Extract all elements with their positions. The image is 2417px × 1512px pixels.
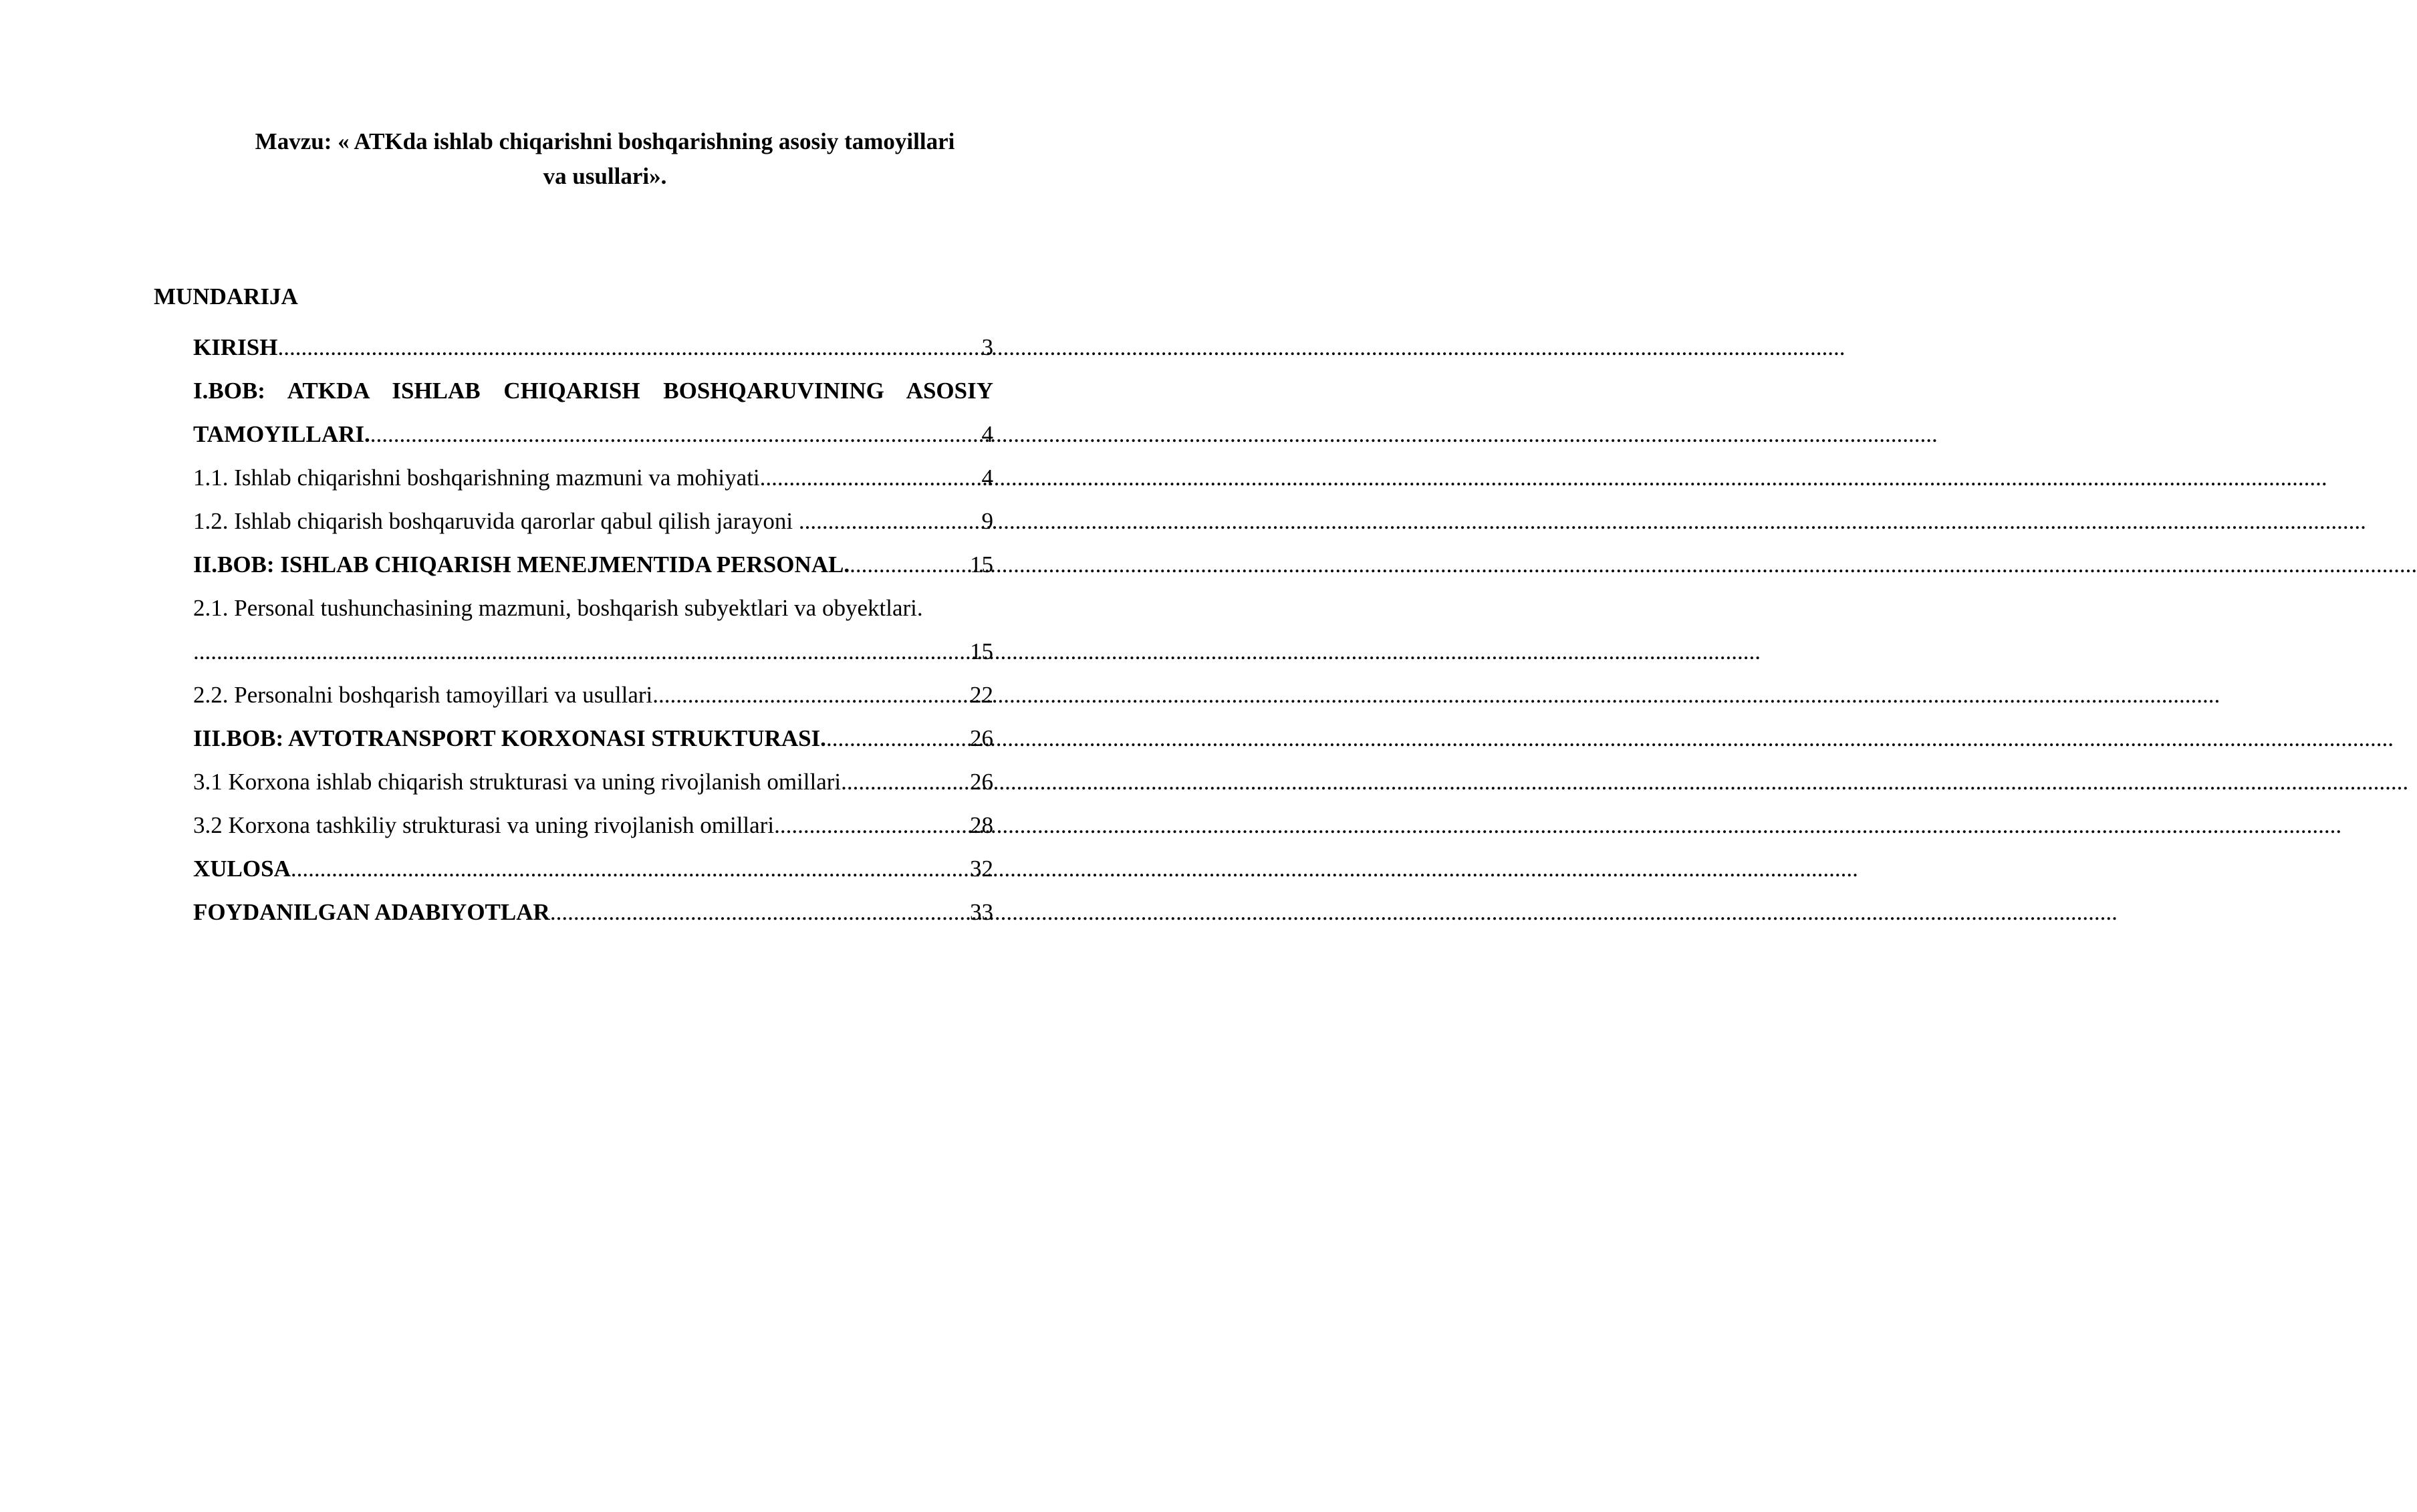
table-of-contents xyxy=(193,326,993,934)
toc-entry-text: FOYDANILGAN ADABIYOTLAR xyxy=(193,899,550,925)
toc-entry-page: 4 xyxy=(981,465,993,491)
toc-entry-chapter-3 xyxy=(193,717,993,760)
toc-entry-text: KIRISH xyxy=(193,334,278,360)
toc-entry-2-1-line-2 xyxy=(193,630,993,673)
title-line-1: Mavzu: « ATKda ishlab chiqarishni boshqarishning asosiy tamoyillari xyxy=(255,128,955,154)
toc-leader-dots xyxy=(550,890,970,934)
document-title xyxy=(214,124,996,194)
toc-entry-text: 1.2. Ishlab chiqarish boshqaruvida qarorlar qabul qilish jarayoni xyxy=(193,508,799,534)
document-page xyxy=(0,0,1069,1512)
toc-entry-text: 2.2. Personalni boshqarish tamoyillari va usullari xyxy=(193,682,653,708)
toc-entry-page: 32 xyxy=(970,856,993,882)
toc-entry-chapter-1-line-2 xyxy=(193,412,993,456)
toc-leader-dots xyxy=(850,543,970,586)
toc-entry-1-2 xyxy=(193,499,993,543)
toc-entry-2-2 xyxy=(193,673,993,717)
toc-leader-dots xyxy=(826,717,970,760)
toc-entry-chapter-2 xyxy=(193,543,993,586)
toc-leader-dots xyxy=(370,412,982,456)
toc-entry-text: XULOSA xyxy=(193,856,291,882)
toc-heading: MUNDARIJA xyxy=(154,283,298,309)
toc-entry-2-1-line-1 xyxy=(193,586,993,630)
toc-entry-page: 28 xyxy=(970,812,993,838)
toc-entry-text: II.BOB: ISHLAB CHIQARISH MENEJMENTIDA PERSONAL. xyxy=(193,551,850,578)
toc-entry-page: 4 xyxy=(981,421,993,447)
toc-entry-page: 26 xyxy=(970,769,993,795)
toc-entry-3-1 xyxy=(193,760,993,803)
toc-entry-text: 3.2 Korxona tashkiliy strukturasi va uning rivojlanish omillari xyxy=(193,812,775,838)
toc-entry-text: I.BOB: ATKDA ISHLAB CHIQARISH BOSHQARUVINING ASOSIY xyxy=(193,378,993,404)
toc-leader-dots xyxy=(193,630,970,673)
toc-entry-text: 2.1. Personal tushunchasining mazmuni, boshqarish subyektlari va obyektlari. xyxy=(193,595,923,621)
toc-entry-references xyxy=(193,890,993,934)
toc-entry-text: 3.1 Korxona ishlab chiqarish strukturasi va uning rivojlanish omillari xyxy=(193,769,842,795)
toc-leader-dots xyxy=(652,673,970,717)
title-line-2: va usullari». xyxy=(543,163,667,189)
toc-leader-dots xyxy=(291,847,970,890)
toc-entry-xulosa xyxy=(193,847,993,890)
toc-leader-dots xyxy=(799,499,982,543)
toc-entry-page: 9 xyxy=(981,508,993,534)
toc-leader-dots xyxy=(760,456,982,499)
toc-entry-text: 1.1. Ishlab chiqarishni boshqarishning mazmuni va mohiyati xyxy=(193,465,760,491)
toc-leader-dots xyxy=(841,760,970,803)
toc-leader-dots xyxy=(774,803,970,847)
toc-entry-text: III.BOB: AVTOTRANSPORT KORXONASI STRUKTURASI. xyxy=(193,725,826,751)
toc-entry-page: 15 xyxy=(970,638,993,664)
toc-entry-page: 15 xyxy=(970,551,993,578)
toc-entry-3-2 xyxy=(193,803,993,847)
toc-entry-page: 3 xyxy=(981,334,993,360)
toc-entry-kirish xyxy=(193,326,993,369)
toc-entry-text: TAMOYILLARI. xyxy=(193,421,370,447)
toc-entry-1-1 xyxy=(193,456,993,499)
toc-entry-page: 26 xyxy=(970,725,993,751)
toc-entry-page: 22 xyxy=(970,682,993,708)
toc-leader-dots xyxy=(277,326,981,369)
toc-entry-chapter-1-line-1 xyxy=(193,369,993,412)
toc-entry-page: 33 xyxy=(970,899,993,925)
